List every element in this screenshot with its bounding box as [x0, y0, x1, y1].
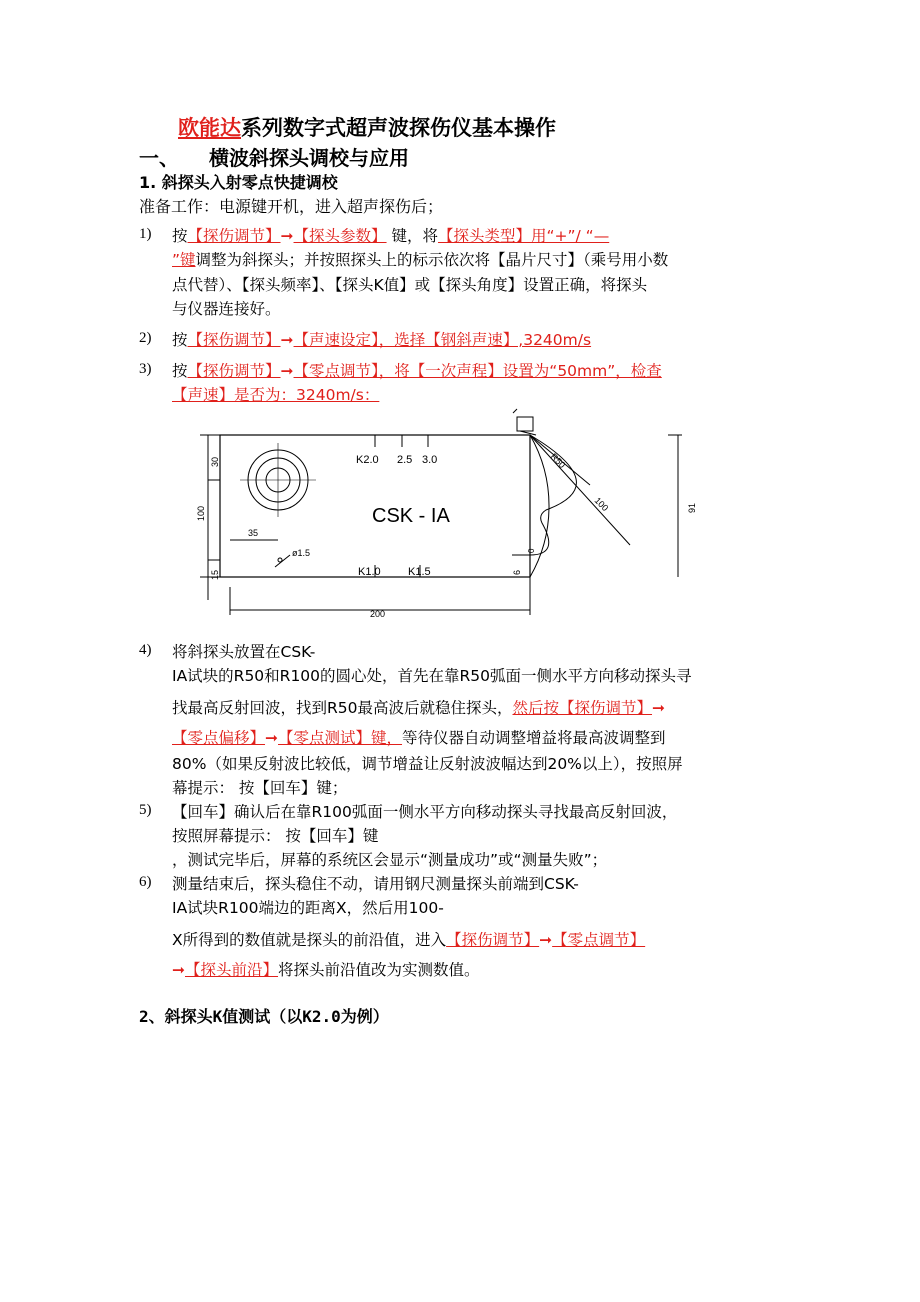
dimension-label: 6: [512, 569, 522, 575]
step-line: 点代替）、【探头频率】、【探头K值】或【探头角度】设置正确，将探头: [172, 276, 648, 294]
step-number: 3): [139, 361, 152, 377]
menu-ref: 【探头参数】: [293, 227, 387, 245]
menu-ref: 【零点偏移】: [172, 729, 266, 747]
dimension-label: 100: [196, 505, 206, 521]
step-line: [172, 328, 591, 350]
menu-ref: 【探头前沿】: [185, 961, 279, 979]
section-heading-1: [139, 142, 409, 171]
step-line: [172, 726, 666, 748]
dimension-label: 0: [527, 548, 536, 553]
menu-ref: 【零点测试】键，: [278, 729, 403, 747]
arrow-icon: ➞: [280, 362, 294, 380]
block-label: CSK - IA: [372, 505, 450, 527]
subsection-heading-1: 1. 斜探头入射零点快捷调校: [139, 173, 338, 192]
menu-ref: 【零点调节】，将【一次声程】设置为“50mm”，检查: [293, 362, 662, 380]
csk-ia-diagram: [190, 405, 730, 625]
text: X所得到的数值就是探头的前沿值，进入: [172, 931, 447, 949]
menu-ref: 【探伤调节】: [187, 331, 281, 349]
step-line: 【回车】确认后在靠R100弧面一侧水平方向移动探头寻找最高反射回波，: [172, 803, 678, 821]
step-number: 4): [139, 642, 152, 658]
text: 按: [172, 227, 188, 245]
dimension-label: 91: [687, 502, 697, 513]
dimension-label: 200: [370, 609, 386, 619]
step-line: [172, 928, 645, 950]
step-line: 80%（如果反射波比较低，调节增益让反射波波幅达到20%以上），按照屏: [172, 755, 683, 773]
arrow-icon: ➞: [280, 227, 294, 245]
text: 按: [172, 362, 188, 380]
step-line: [172, 958, 480, 980]
dimension-label: 15: [210, 569, 220, 580]
arrow-icon: ➞: [280, 331, 294, 349]
menu-ref: 【声速设定】，选择【钢斜声速】,3240m/s: [293, 331, 592, 349]
menu-ref: 然后按【探伤调节】: [512, 699, 653, 717]
menu-ref: 【探伤调节】: [446, 931, 540, 949]
dimension-label: 35: [248, 528, 259, 538]
section-number: 一、: [139, 146, 179, 170]
step-line: 与仪器连接好。: [172, 300, 281, 318]
arrow-icon: ➞: [265, 729, 279, 747]
dimension-label: 100: [592, 495, 611, 514]
text: 找最高反射回波，找到R50最高波后就稳住探头，: [172, 699, 513, 717]
step-line: [172, 359, 662, 381]
step-line: 将斜探头放置在CSK-: [172, 643, 316, 661]
step-number: 6): [139, 874, 152, 890]
k-label: K1.5: [408, 566, 431, 578]
menu-ref: ”键: [172, 251, 196, 269]
step-line: 按照屏幕提示： 按【回车】键: [172, 827, 379, 845]
text: 等待仪器自动调整增益将最高波调整到: [402, 729, 666, 747]
step-line: [172, 696, 665, 718]
step-number: 1): [139, 226, 152, 242]
dimension-label: 30: [210, 456, 220, 467]
menu-ref: 【探伤调节】: [187, 227, 281, 245]
menu-ref: 【声速】是否为：3240m/s：: [172, 386, 380, 404]
step-number: 5): [139, 802, 152, 818]
dimension-label: ø1.5: [292, 548, 311, 558]
section-heading-2: 2、斜探头K值测试（以K2.0为例）: [139, 1007, 389, 1026]
arrow-icon: ➞: [539, 931, 553, 949]
title-text: 系列数字式超声波探伤仪基本操作: [241, 116, 556, 140]
preparation-text: 准备工作：电源键开机，进入超声探伤后；: [139, 197, 444, 216]
k-label: 2.5: [397, 454, 413, 466]
step-line: [172, 248, 668, 270]
r100-arc: [530, 435, 549, 577]
arrow-icon: ➞: [172, 961, 185, 979]
k-label: K2.0: [356, 454, 379, 466]
step-line: [172, 224, 609, 246]
text: 将探头前沿值改为实测数值。: [278, 961, 480, 979]
step-line: 幕提示： 按【回车】键；: [172, 779, 348, 797]
step-number: 2): [139, 330, 152, 346]
probe-shape: [517, 417, 533, 431]
step-line: ，测试完毕后，屏幕的系统区会显示“测量成功”或“测量失败”；: [172, 851, 608, 869]
dimension-label: R50: [548, 451, 568, 471]
step-line: 测量结束后，探头稳住不动，请用钢尺测量探头前端到CSK-: [172, 875, 579, 893]
menu-ref: 【零点调节】: [552, 931, 646, 949]
text: 键，将: [386, 227, 438, 245]
k-label: K1.0: [358, 566, 381, 578]
brand-name: 欧能达: [178, 116, 241, 140]
step-line: IA试块R100端边的距离X，然后用100-: [172, 899, 444, 917]
doc-title: [178, 112, 556, 142]
text: 按: [172, 331, 188, 349]
menu-ref: 【探伤调节】: [187, 362, 281, 380]
k-label: 3.0: [422, 454, 438, 466]
text: 调整为斜探头；并按照探头上的标示依次将【晶片尺寸】（乘号用小数: [195, 251, 669, 269]
step-line: IA试块的R50和R100的圆心处，首先在靠R50弧面一侧水平方向移动探头寻: [172, 667, 692, 685]
arrow-icon: ➞: [652, 699, 666, 717]
section-title: 横波斜探头调校与应用: [209, 146, 409, 170]
step-line: [172, 383, 379, 405]
menu-ref: 【探头类型】用“+”/ “—: [437, 227, 610, 245]
